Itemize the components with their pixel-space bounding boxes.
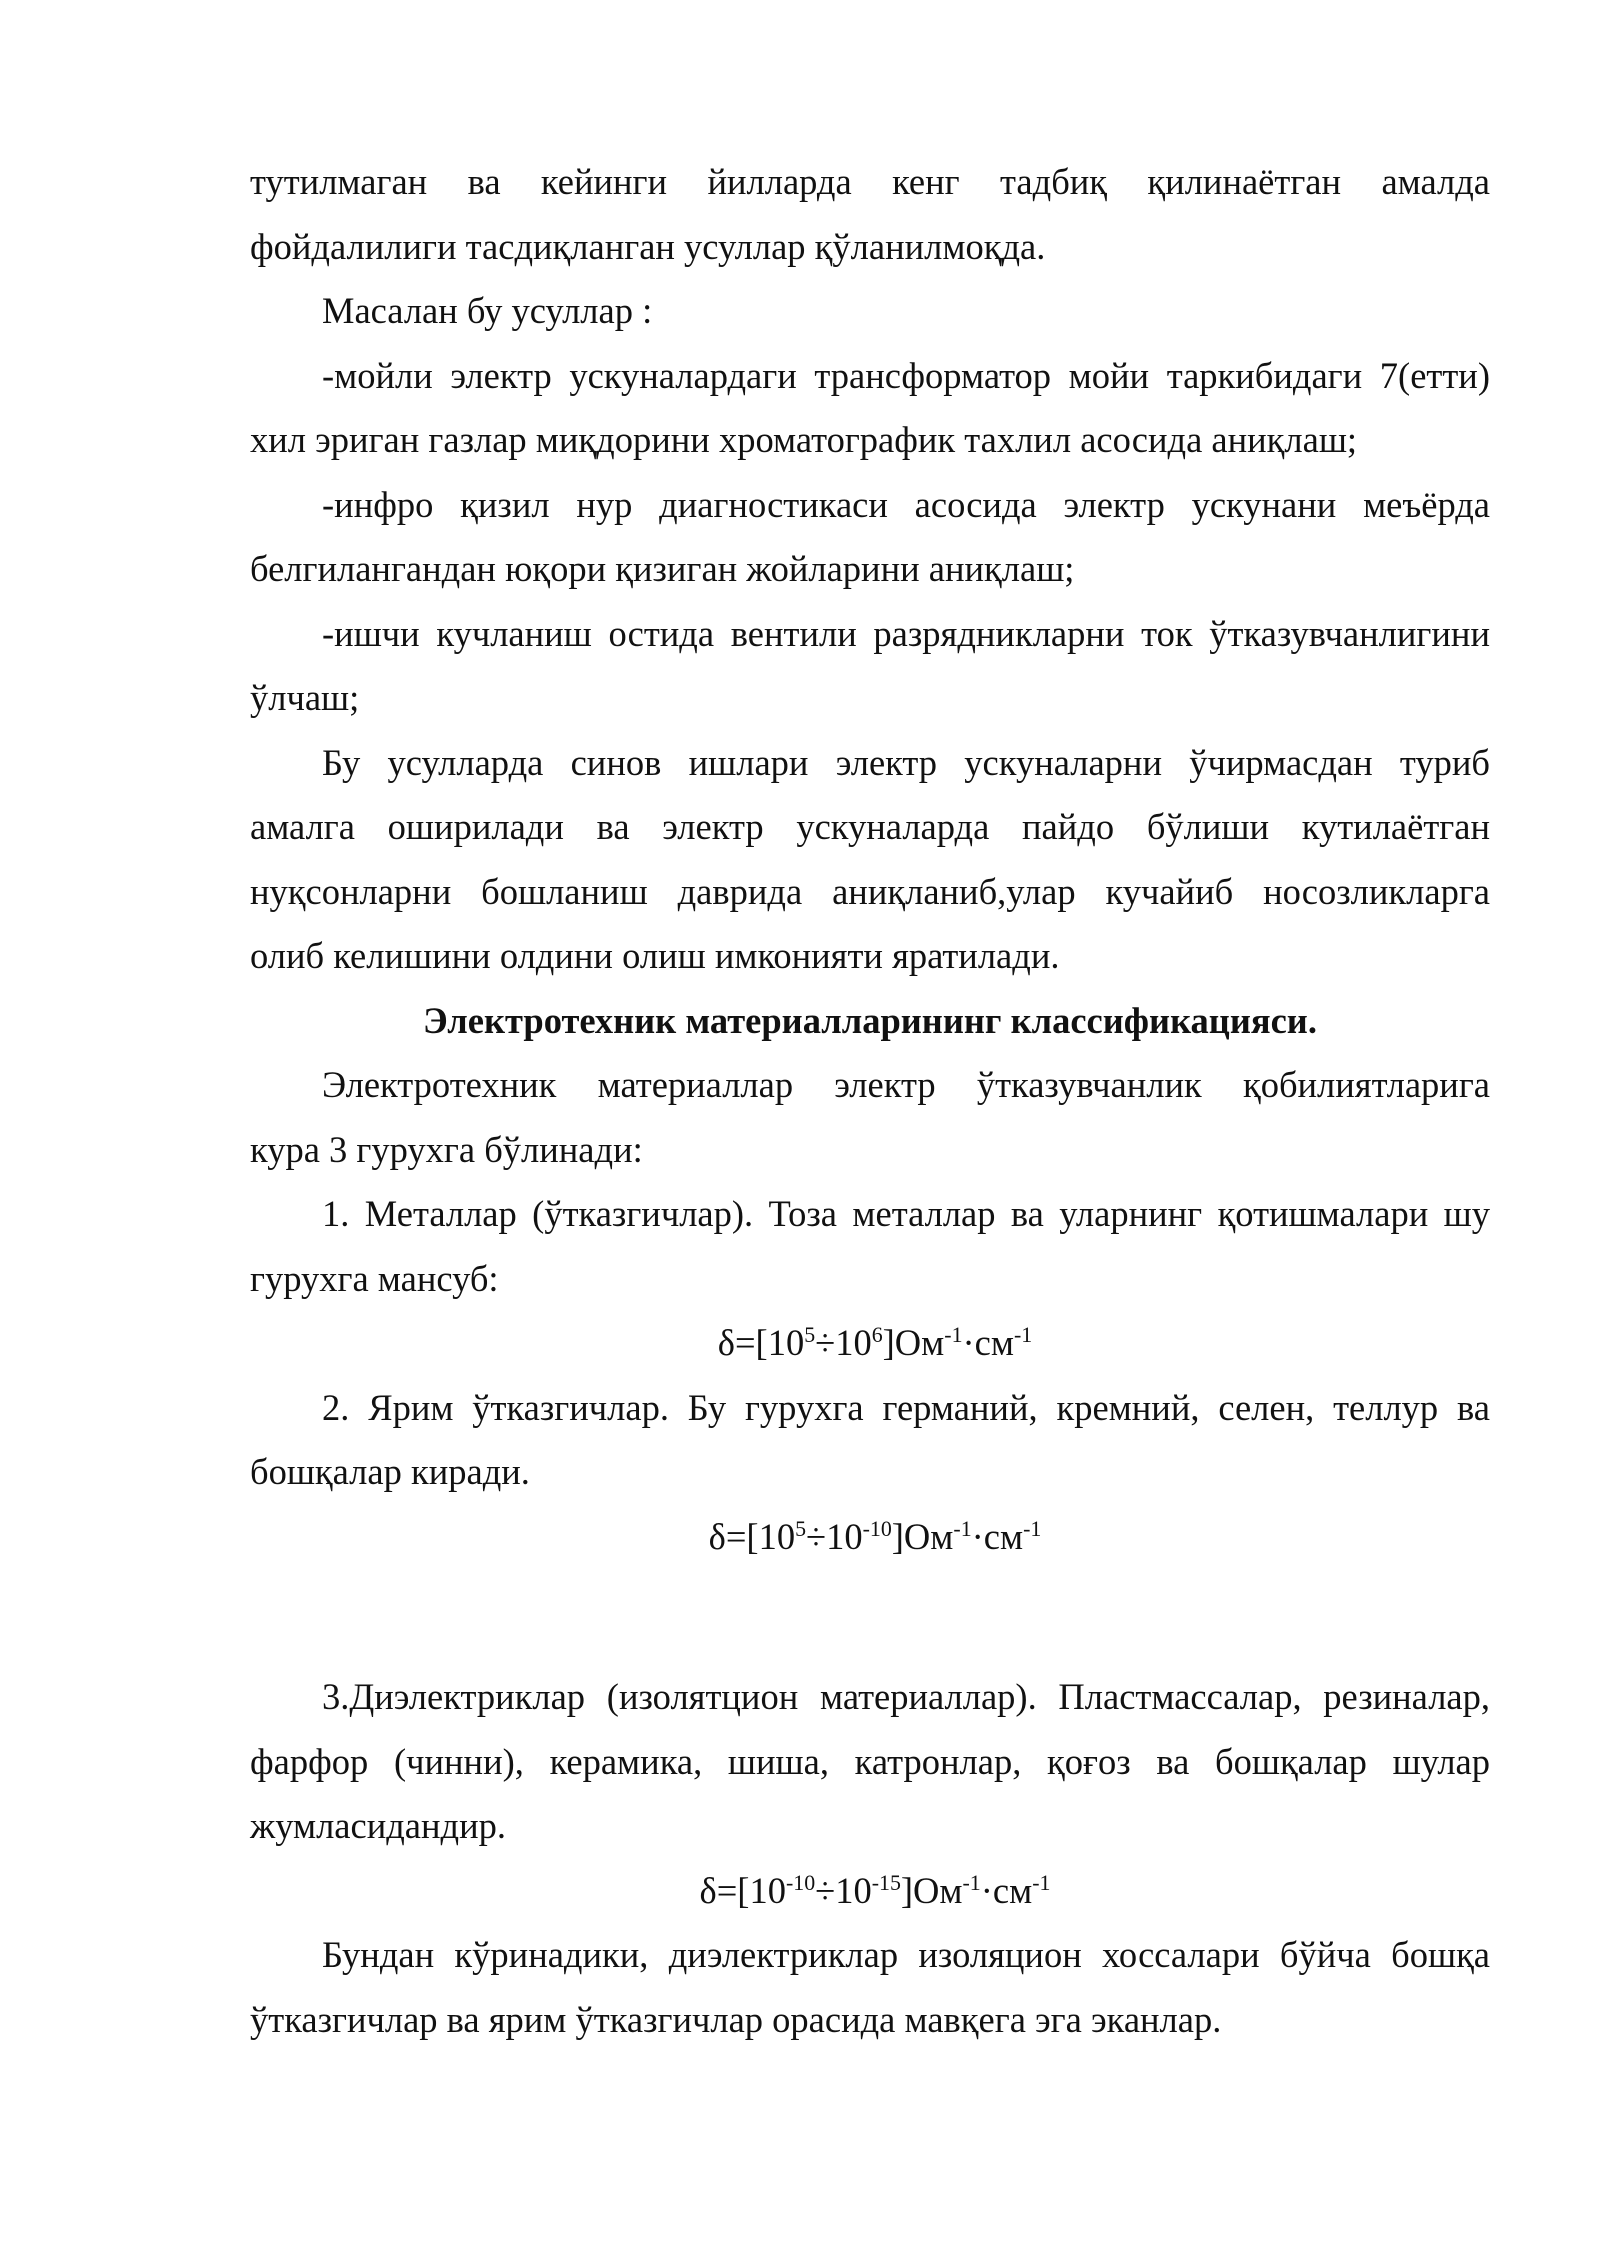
section-heading: Электротехник материалларининг классификацияси.	[423, 999, 1317, 1041]
text-line: Бундан кўринадики, диэлектриклар изоляцион хоссалари бўйча бошқа	[322, 1934, 1490, 1975]
formula-part: ÷10	[815, 1869, 872, 1911]
formula-exponent: -1	[1013, 1321, 1033, 1347]
text-line: белгилангандан юқори қизиган жойларини аниқлаш;	[250, 548, 1075, 589]
formula-metals	[250, 1311, 1490, 1376]
formula-part: ·см	[980, 1869, 1033, 1911]
formula-semiconductors	[250, 1505, 1490, 1570]
formula-exponent: -10	[862, 1515, 892, 1541]
formula-part: δ=[10	[699, 1869, 786, 1911]
text-line: ўтказгичлар ва ярим ўтказгичлар орасида мавқега эга эканлар.	[250, 1998, 1222, 2040]
formula-part: ]Ом	[882, 1322, 945, 1363]
formula-part: ]Ом	[900, 1869, 963, 1911]
text-line: кура 3 гурухга бўлинади:	[250, 1128, 643, 1170]
text-line: Электротехник материаллар электр ўтказувчанлик қобилиятларига	[322, 1064, 1490, 1105]
text-line: -мойли электр ускуналардаги трансформатор мойи таркибидаги 7(етти)	[322, 354, 1490, 396]
formula-part: δ=[10	[708, 1515, 796, 1557]
formula-part: δ=[10	[717, 1322, 805, 1363]
text-line: нуқсонларни бошланиш даврида аниқланиб,улар кучайиб носозликларга	[250, 870, 1490, 912]
text-line: фойдалилиги тасдиқланган усуллар қўланилмоқда.	[250, 225, 1046, 267]
formula-part: ÷10	[815, 1322, 872, 1363]
text-line: -ишчи кучланиш остида вентили разрядникларни ток ўтказувчанлигини	[322, 612, 1490, 654]
formula-exponent: 5	[795, 1515, 807, 1541]
text-line: хил эриган газлар миқдорини хроматографик тахлил асосида аниқлаш;	[250, 419, 1358, 460]
formula-exponent: -1	[962, 1869, 981, 1895]
formula-exponent: -1	[944, 1321, 963, 1347]
formula-part: ÷10	[806, 1515, 863, 1557]
text-line: -инфро қизил нур диагностикаси асосида электр ускунани меъёрда	[322, 483, 1490, 525]
text-line: фарфор (чинни), керамика, шиша, катронлар, қоғоз ва бошқалар шулар	[250, 1740, 1490, 1782]
text-line: бошқалар киради.	[250, 1451, 530, 1492]
formula-dielectrics	[250, 1859, 1490, 1924]
text-line: 3.Диэлектриклар (изолятцион материаллар). Пластмассалар, резиналар,	[322, 1676, 1490, 1717]
formula-exponent: -1	[953, 1515, 972, 1541]
text-line: 2. Ярим ўтказгичлар. Бу гурухга германий, кремний, селен, теллур ва	[322, 1386, 1490, 1428]
formula-exponent: -15	[871, 1869, 901, 1895]
text-line: Масалан бу усуллар :	[322, 290, 653, 331]
text-line: ўлчаш;	[250, 677, 360, 718]
text-line: Бу усулларда синов ишлари электр ускуналарни ўчирмасдан туриб	[322, 741, 1490, 783]
text-line: олиб келишини олдини олиш имконияти яратилади.	[250, 935, 1060, 976]
formula-part: ·см	[962, 1322, 1014, 1363]
formula-part: ·см	[971, 1515, 1024, 1557]
formula-exponent: 5	[804, 1321, 816, 1347]
formula-exponent: -1	[1023, 1515, 1042, 1541]
text-line: тутилмаган ва кейинги йилларда кенг тадбиқ қилинаётган амалда	[250, 161, 1490, 202]
formula-exponent: 6	[871, 1321, 883, 1347]
text-line: жумласидандир.	[250, 1805, 507, 1846]
formula-part: ]Ом	[891, 1515, 954, 1557]
blank-space	[250, 1569, 1490, 1665]
text-line: амалга оширилади ва электр ускуналарда пайдо бўлиши кутилаётган	[250, 806, 1490, 847]
formula-exponent: -1	[1032, 1869, 1051, 1895]
page-body	[250, 150, 1490, 2052]
text-line: 1. Металлар (ўтказгичлар). Тоза металлар ва уларнинг қотишмалари шу	[322, 1193, 1490, 1234]
formula-exponent: -10	[785, 1869, 816, 1895]
text-line: гурухга мансуб:	[250, 1257, 499, 1299]
